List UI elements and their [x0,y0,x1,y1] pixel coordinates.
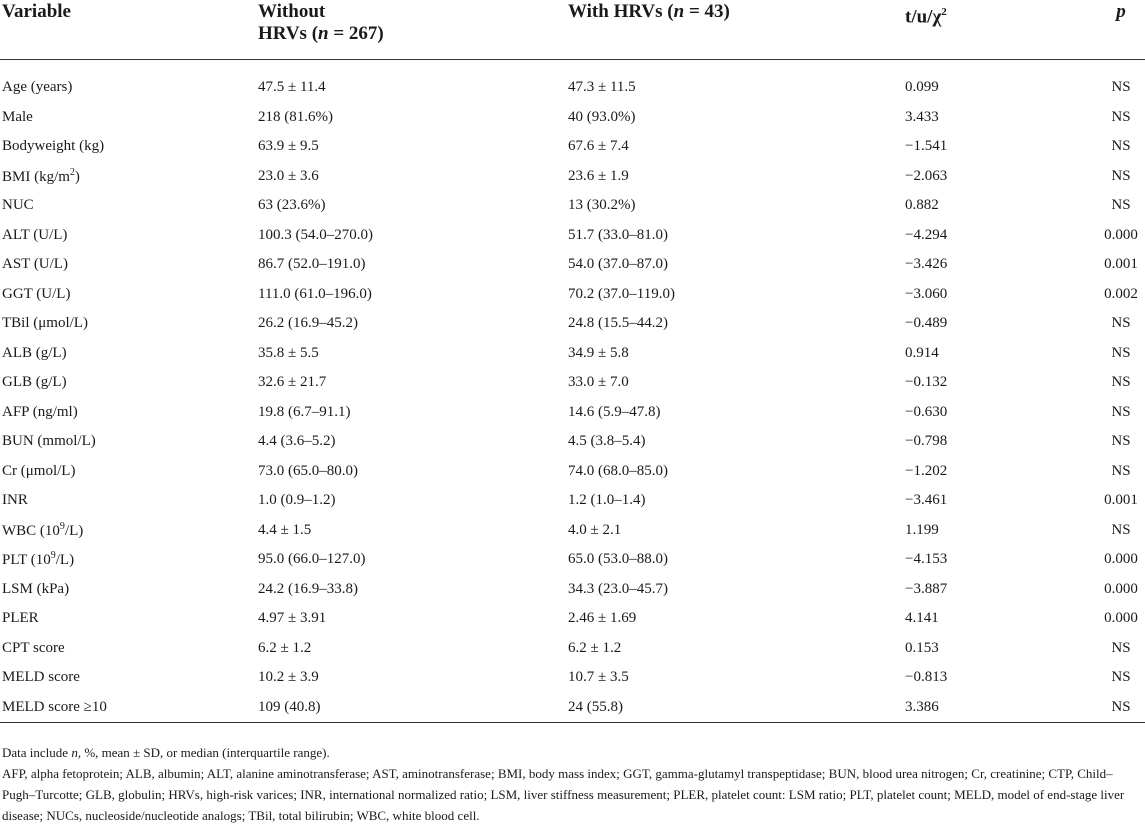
header-with-n: n [673,1,685,22]
cell-statistic: −1.202 [905,462,948,479]
cell-variable-text: TBil (μmol/L) [2,315,88,332]
cell-variable-text: GLB (g/L) [2,374,67,391]
cell-variable [0,693,258,723]
cell-with-hrvs: 10.7 ± 3.5 [568,669,629,686]
cell-variable-text: Male [2,108,33,125]
table-row [0,132,1145,162]
header-without-n: n [318,23,329,44]
cell-without-hrvs: 111.0 (61.0–196.0) [258,285,372,302]
cell-without-hrvs: 23.0 ± 3.6 [258,167,319,184]
cell-without-hrvs: 6.2 ± 1.2 [258,639,312,656]
cell-statistic: −0.132 [905,374,948,391]
header-statistic [905,0,1097,59]
cell-variable-superscript: 9 [50,550,56,562]
cell-without-hrvs: 63.9 ± 9.5 [258,138,319,155]
table-row [0,73,1145,103]
cell-variable [0,191,258,221]
cell-variable-text: MELD score ≥10 [2,698,107,715]
cell-statistic: −3.426 [905,256,948,273]
footnote-n: n [71,745,78,760]
cell-p-value: NS [1111,197,1131,214]
cell-variable [0,486,258,516]
footnote-abbreviations: AFP, alpha fetoprotein; ALB, albumin; ALT, alanine aminotransferase; AST, aminotransferase; BMI, body mass index; GGT, gamma-glutamyl transpeptidase; BUN, blood urea nitrogen; Cr, creatinine; CTP, Child–Pugh–Turcotte; GLB, globulin; HRVs, high-risk varices; INR, international normalized ratio; LSM, liver stiffness measurement; PLER, platelet count: LSM ratio; PLT, platelet count; MELD, model of end-stage liver disease; NUCs, nucleoside/nucleotide analogs; TBil, total bilirubin; WBC, white blood cell. [2,766,1125,823]
cell-with-hrvs: 70.2 (37.0–119.0) [568,285,675,302]
footnote-text-1: Data include [2,745,72,760]
cell-with-hrvs: 24.8 (15.5–44.2) [568,315,668,332]
cell-with-hrvs: 1.2 (1.0–1.4) [568,492,646,509]
table-row [0,191,1145,221]
cell-statistic: 0.914 [905,344,939,361]
cell-p-value: NS [1111,108,1131,125]
cell-p-value: NS [1111,403,1131,420]
cell-variable [0,368,258,398]
cell-variable-text: Age (years) [2,79,73,96]
cell-variable-text: WBC (10 [2,522,60,539]
cell-p-value: 0.002 [1104,285,1138,302]
cell-variable-text: MELD score [2,669,80,686]
table-row [0,457,1145,487]
header-with-label-2: = 43) [684,1,730,22]
table-row [0,250,1145,280]
table-row [0,427,1145,457]
cell-variable [0,162,258,192]
cell-p-value: NS [1111,639,1131,656]
cell-variable-text-end: /L) [64,522,84,539]
cell-with-hrvs: 34.9 ± 5.8 [568,344,629,361]
cell-statistic: −0.813 [905,669,948,686]
cell-with-hrvs: 65.0 (53.0–88.0) [568,551,668,568]
header-p [1097,0,1145,59]
header-variable [0,0,258,59]
cell-variable-text: PLER [2,610,39,627]
cell-variable-text: NUC [2,197,34,214]
cell-statistic: −3.060 [905,285,948,302]
cell-variable-text: CPT score [2,639,65,656]
table-row [0,545,1145,575]
table-row [0,604,1145,634]
cell-p-value: NS [1111,138,1131,155]
table-row [0,634,1145,664]
cell-with-hrvs: 51.7 (33.0–81.0) [568,226,668,243]
cell-without-hrvs: 26.2 (16.9–45.2) [258,315,358,332]
cell-statistic: −0.798 [905,433,948,450]
cell-p-value: NS [1111,462,1131,479]
cell-statistic: −0.489 [905,315,948,332]
cell-variable [0,457,258,487]
cell-without-hrvs: 109 (40.8) [258,693,568,723]
cell-variable [0,73,258,103]
table-row [0,221,1145,251]
cell-statistic: 0.099 [905,79,939,96]
cell-statistic: −3.461 [905,492,948,509]
cell-without-hrvs: 24.2 (16.9–33.8) [258,580,358,597]
table-row [0,280,1145,310]
cell-p-value: NS [1111,344,1131,361]
footnote-text-2: , %, mean ± SD, or median (interquartile range). [77,745,330,760]
cell-variable-text: GGT (U/L) [2,285,71,302]
table-footnotes [2,742,1142,826]
cell-variable [0,634,258,664]
table-row [0,575,1145,605]
table-row [0,103,1145,133]
cell-without-hrvs: 1.0 (0.9–1.2) [258,492,336,509]
cell-variable [0,545,258,575]
header-with-label-1: With HRVs ( [568,1,674,22]
cell-without-hrvs: 73.0 (65.0–80.0) [258,462,358,479]
cell-p-value: NS [1111,433,1131,450]
header-without-label-3: = 267) [328,23,384,44]
header-without-label-2: HRVs ( [258,23,319,44]
table-body [0,59,1145,722]
header-without-hrvs [258,0,568,59]
header-statistic-sup: 2 [941,6,947,18]
cell-with-hrvs: 6.2 ± 1.2 [568,639,622,656]
table-row [0,162,1145,192]
cell-variable [0,398,258,428]
cell-variable-text: AST (U/L) [2,256,68,273]
cell-statistic: 1.199 [905,521,939,538]
cell-with-hrvs: 24 (55.8) [568,693,905,723]
cell-without-hrvs: 47.5 ± 11.4 [258,79,326,96]
cell-without-hrvs: 10.2 ± 3.9 [258,669,319,686]
cell-variable-text: Bodyweight (kg) [2,138,105,155]
cell-variable [0,339,258,369]
cell-p-value: 0.001 [1104,256,1138,273]
header-with-hrvs [568,0,905,59]
cell-variable [0,250,258,280]
table-header-row [0,0,1145,59]
cell-variable-text-end: /L) [55,552,75,569]
cell-variable-superscript: 9 [59,520,65,532]
cell-variable-superscript: 2 [69,166,75,178]
cell-without-hrvs: 63 (23.6%) [258,197,326,214]
cell-p-value: 0.000 [1104,610,1138,627]
cell-without-hrvs: 32.6 ± 21.7 [258,374,327,391]
cell-statistic: −0.630 [905,403,948,420]
cell-variable [0,427,258,457]
cell-without-hrvs: 100.3 (54.0–270.0) [258,226,373,243]
cell-statistic: 4.141 [905,610,939,627]
cell-p-value: NS [1111,521,1131,538]
cell-p-value: NS [1111,374,1131,391]
cell-variable-text: AFP (ng/ml) [2,403,78,420]
cell-p-value: 0.001 [1104,492,1138,509]
cell-p-value: 0.000 [1104,580,1138,597]
cell-variable [0,663,258,693]
cell-variable [0,280,258,310]
cell-with-hrvs: 4.0 ± 2.1 [568,521,622,538]
cell-variable-text: ALB (g/L) [2,344,67,361]
cell-p-value: NS [1111,315,1131,332]
cell-without-hrvs: 4.4 ± 1.5 [258,521,312,538]
cell-with-hrvs: 40 (93.0%) [568,108,636,125]
cell-with-hrvs: 34.3 (23.0–45.7) [568,580,668,597]
table-row [0,486,1145,516]
cell-p-value: 0.000 [1104,226,1138,243]
cell-variable [0,103,258,133]
cell-statistic: −4.153 [905,551,948,568]
cell-variable [0,516,258,546]
table-row [0,693,1145,723]
footnote-data-description [2,742,1142,763]
cell-variable-text: BMI (kg/m [2,168,70,185]
cell-statistic: −2.063 [905,167,948,184]
cell-statistic: −4.294 [905,226,948,243]
cell-p-value: NS [1111,79,1131,96]
cell-p-value: NS [1111,669,1131,686]
cell-with-hrvs: 54.0 (37.0–87.0) [568,256,668,273]
cell-with-hrvs: 13 (30.2%) [568,197,636,214]
cell-statistic: 3.386 [905,693,1097,723]
cell-statistic: −3.887 [905,580,948,597]
cell-variable [0,132,258,162]
cell-statistic: 3.433 [905,108,939,125]
table-row [0,368,1145,398]
cell-without-hrvs: 4.97 ± 3.91 [258,610,327,627]
cell-with-hrvs: 47.3 ± 11.5 [568,79,636,96]
cell-variable [0,221,258,251]
header-without-label-1: Without [258,1,326,22]
cell-without-hrvs: 218 (81.6%) [258,108,333,125]
cell-variable-text: ALT (U/L) [2,226,68,243]
cell-with-hrvs: 23.6 ± 1.9 [568,167,629,184]
cell-p-value: NS [1111,167,1131,184]
cell-p-value: 0.000 [1104,551,1138,568]
cell-variable [0,309,258,339]
cell-statistic: 0.153 [905,639,939,656]
cell-without-hrvs: 95.0 (66.0–127.0) [258,551,366,568]
cell-variable-text: Cr (μmol/L) [2,462,76,479]
cell-without-hrvs: 86.7 (52.0–191.0) [258,256,366,273]
header-variable-label: Variable [2,1,71,22]
cell-variable-text: PLT (10 [2,552,51,569]
cell-without-hrvs: 4.4 (3.6–5.2) [258,433,336,450]
table-row [0,309,1145,339]
cell-with-hrvs: 74.0 (68.0–85.0) [568,462,668,479]
cell-p-value: NS [1097,693,1145,723]
cell-with-hrvs: 2.46 ± 1.69 [568,610,637,627]
table-spacer [0,59,1145,73]
cell-with-hrvs: 33.0 ± 7.0 [568,374,629,391]
table-row [0,663,1145,693]
cell-statistic: −1.541 [905,138,948,155]
cell-variable-text: INR [2,492,28,509]
cell-statistic: 0.882 [905,197,939,214]
table-row [0,339,1145,369]
cell-with-hrvs: 14.6 (5.9–47.8) [568,403,661,420]
header-statistic-label: t/u/χ [905,6,942,28]
cell-variable-text-end: ) [74,168,80,185]
cell-variable-text: LSM (kPa) [2,580,70,597]
cell-with-hrvs: 4.5 (3.8–5.4) [568,433,646,450]
table-row [0,516,1145,546]
cell-with-hrvs: 67.6 ± 7.4 [568,138,629,155]
table-row [0,398,1145,428]
header-p-label: p [1116,1,1126,22]
cell-variable [0,575,258,605]
cell-variable-text: BUN (mmol/L) [2,433,96,450]
cell-without-hrvs: 35.8 ± 5.5 [258,344,319,361]
cell-variable [0,604,258,634]
cell-without-hrvs: 19.8 (6.7–91.1) [258,403,351,420]
